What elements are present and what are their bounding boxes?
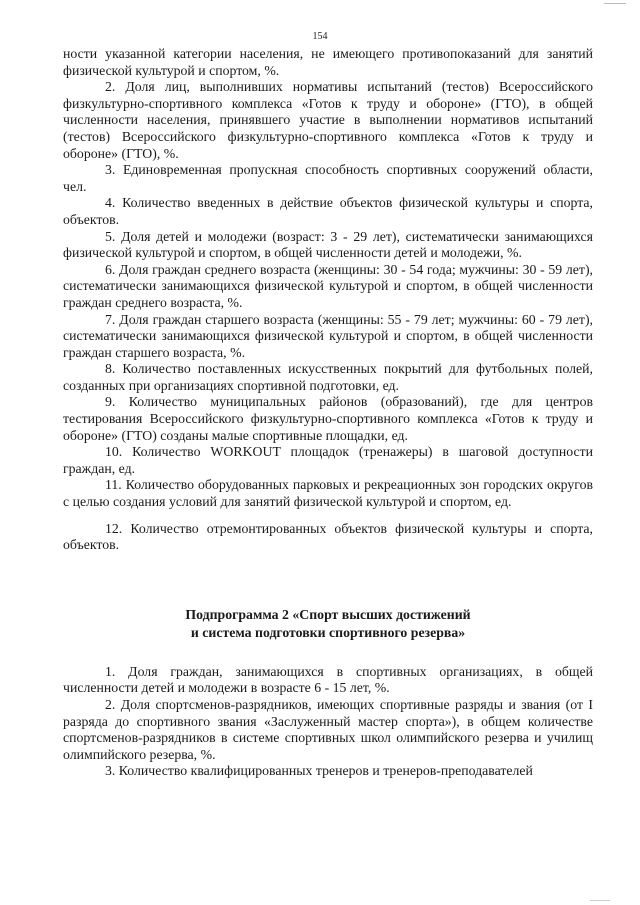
subprogram-paragraph-item-3: 3. Количество квалифицированных тренеров и тренеров-преподавателей xyxy=(105,763,533,779)
paragraph-item-10: 10. Количество WORKOUT площадок (тренажеры) в шаговой доступности граждан, ед. xyxy=(63,444,593,476)
paragraph-item-7: 7. Доля граждан старшего возраста (женщины: 55 - 79 лет; мужчины: 60 - 79 лет), систематически занимающихся физической культурой и спортом, в общей численности граждан старшего возраста, %. xyxy=(63,311,593,360)
page-number: 154 xyxy=(312,31,328,42)
paragraph-item-4: 4. Количество введенных в действие объектов физической культуры и спорта, объектов. xyxy=(63,195,593,227)
paragraph-item-11: 11. Количество оборудованных парковых и рекреационных зон городских округов с целью создания условий для занятий физической культурой и спортом, ед. xyxy=(63,477,593,510)
paragraph-item-9: 9. Количество муниципальных районов (образований), где для центров тестирования Всероссийского физкультурно-спортивного комплекса «Готов к труду и обороне» (ГТО) созданы малые спортивные площадки, ед. xyxy=(63,394,593,443)
scan-corner-mark-bottom xyxy=(590,898,610,901)
subprogram-paragraph-item-1: 1. Доля граждан, занимающихся в спортивных организациях, в общей численности детей и молодежи в возрасте 6 - 15 лет, %. xyxy=(63,663,593,696)
subprogram-heading-line-1: Подпрограмма 2 «Спорт высших достижений xyxy=(185,606,471,622)
subprogram-heading xyxy=(63,606,593,642)
scan-corner-mark xyxy=(604,0,626,4)
subprogram-heading-line-2: и система подготовки спортивного резерва» xyxy=(190,624,466,640)
subprogram-paragraph-item-2: 2. Доля спортсменов-разрядников, имеющих спортивные разряды и звания (от I разряда до спортивного звания «Заслуженный мастер спорта»), в общем количестве спортсменов-разрядников в системе спортивных школ олимпийского резерва и училищ олимпийского резерва, %. xyxy=(63,697,593,762)
paragraph-continuation: ности указанной категории населения, не имеющего противопоказаний для занятий физической культурой и спортом, %. xyxy=(63,46,593,78)
paragraph-item-8: 8. Количество поставленных искусственных покрытий для футбольных полей, созданных при организациях спортивной подготовки, ед. xyxy=(63,361,593,393)
paragraph-item-2: 2. Доля лиц, выполнивших нормативы испытаний (тестов) Всероссийского физкультурно-спортивного комплекса «Готов к труду и обороне» (ГТО), в общей численности населения, принявшего участие в выполнении нормативов испытаний (тестов) Всероссийского физкультурно-спортивного комплекса «Готов к труду и обороне» (ГТО), %. xyxy=(63,79,593,161)
paragraph-item-12: 12. Количество отремонтированных объектов физической культуры и спорта, объектов. xyxy=(63,520,593,553)
paragraph-item-3: 3. Единовременная пропускная способность спортивных сооружений области, чел. xyxy=(63,162,593,194)
document-body xyxy=(63,46,593,780)
paragraph-item-6: 6. Доля граждан среднего возраста (женщины: 30 - 54 года; мужчины: 30 - 59 лет), систематически занимающихся физической культурой и спортом, в общей численности граждан среднего возраста, %. xyxy=(63,261,593,310)
paragraph-item-5: 5. Доля детей и молодежи (возраст: 3 - 29 лет), систематически занимающихся физической культурой и спортом, в общей численности детей и молодежи, %. xyxy=(63,228,593,261)
